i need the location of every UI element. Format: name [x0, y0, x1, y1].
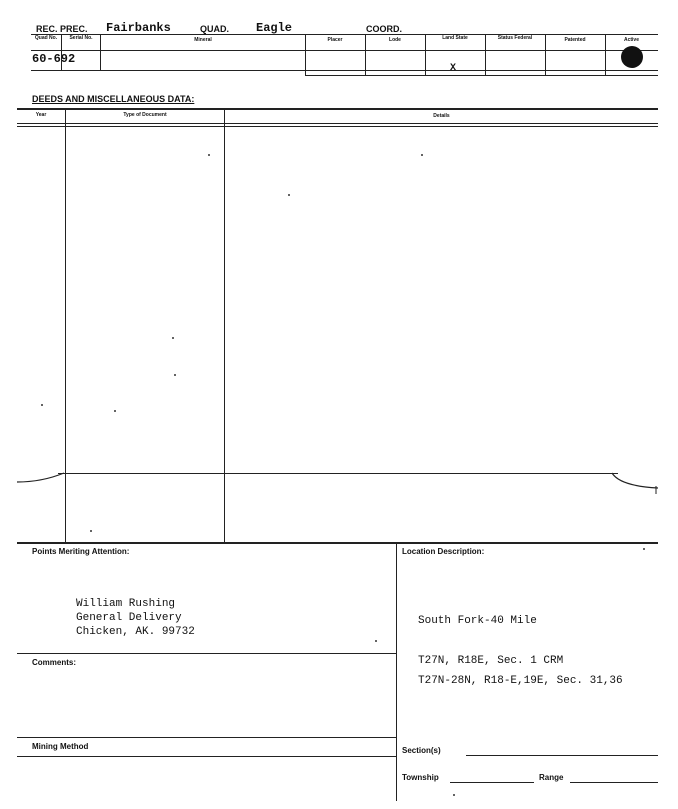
col-serial-no: Serial No.: [69, 35, 93, 41]
sections-blank[interactable]: [466, 755, 658, 756]
bottom-divider: [396, 542, 397, 801]
bottom-top-rule: [17, 542, 658, 544]
speck: [90, 530, 92, 532]
col-lode: Lode: [389, 37, 401, 43]
sep-mineral: [305, 34, 306, 75]
quad-label: QUAD.: [200, 24, 229, 34]
rec-prec-value: Fairbanks: [106, 21, 171, 35]
deeds-sep-1: [65, 108, 66, 542]
speck: [421, 154, 423, 156]
quad-value: Eagle: [256, 21, 293, 35]
range-label: Range: [539, 773, 564, 782]
col-patented: Patented: [564, 37, 586, 43]
sep-quad: [61, 34, 62, 70]
fold-curl-right: [612, 468, 660, 494]
deeds-header-rule: [17, 123, 658, 124]
speck: [288, 194, 290, 196]
comments-label: Comments:: [32, 658, 77, 667]
deeds-top-rule: [17, 108, 658, 110]
mining-method-label: Mining Method: [32, 742, 89, 751]
deeds-header-rule-2: [17, 126, 658, 127]
fold-line: [58, 473, 618, 474]
col-header-rule: [31, 50, 658, 51]
township-label: Township: [402, 773, 439, 782]
comments-rule: [17, 653, 396, 654]
township-blank[interactable]: [450, 782, 534, 783]
sep-serial: [100, 34, 101, 70]
points-line-1: William Rushing: [76, 598, 176, 610]
fold-curl-left: [17, 468, 65, 486]
sep-status: [545, 34, 546, 75]
points-label: Points Meriting Attention:: [32, 547, 130, 556]
col-quad-no: Quad No.: [34, 35, 58, 41]
deeds-col-year: Year: [35, 112, 47, 118]
location-line-3: T27N-28N, R18-E,19E, Sec. 31,36: [418, 675, 623, 687]
sections-label: Section(s): [402, 746, 441, 755]
speck: [174, 374, 176, 376]
data-row-rule: [31, 70, 658, 71]
speck: [375, 640, 377, 642]
quad-no-value: 60-692: [32, 52, 76, 66]
speck: [41, 404, 43, 406]
col-status-federal: Status Federal: [497, 35, 533, 41]
range-blank[interactable]: [570, 782, 658, 783]
col-mineral: Mineral: [194, 37, 212, 43]
deeds-col-details: Details: [433, 113, 450, 119]
mining-underline: [17, 756, 396, 757]
col-placer: Placer: [327, 37, 343, 43]
speck: [643, 548, 645, 550]
land-state-mark: X: [450, 63, 457, 74]
location-line-2: T27N, R18E, Sec. 1 CRM: [418, 655, 564, 667]
points-line-2: General Delivery: [76, 612, 182, 624]
sep-placer: [365, 34, 366, 75]
speck: [453, 794, 455, 796]
speck: [172, 337, 174, 339]
header-rule: [31, 34, 658, 35]
location-line-1: South Fork-40 Mile: [418, 615, 537, 627]
col-land-state: Land State: [442, 35, 468, 41]
speck: [114, 410, 116, 412]
deeds-sep-2: [224, 108, 225, 542]
rec-prec-label: REC. PREC.: [36, 24, 88, 34]
sep-patented: [605, 34, 606, 75]
sep-lode: [425, 34, 426, 75]
speck: [208, 154, 210, 156]
coord-label: COORD.: [366, 24, 402, 34]
col-active: Active: [623, 37, 639, 43]
data-row-rule-2: [305, 75, 658, 76]
mining-rule: [17, 737, 396, 738]
active-mark: [621, 46, 643, 68]
deeds-col-type: Type of Document: [123, 112, 167, 118]
sep-land: [485, 34, 486, 75]
deeds-title: DEEDS AND MISCELLANEOUS DATA:: [32, 94, 195, 104]
points-line-3: Chicken, AK. 99732: [76, 626, 195, 638]
location-label: Location Description:: [402, 547, 485, 556]
